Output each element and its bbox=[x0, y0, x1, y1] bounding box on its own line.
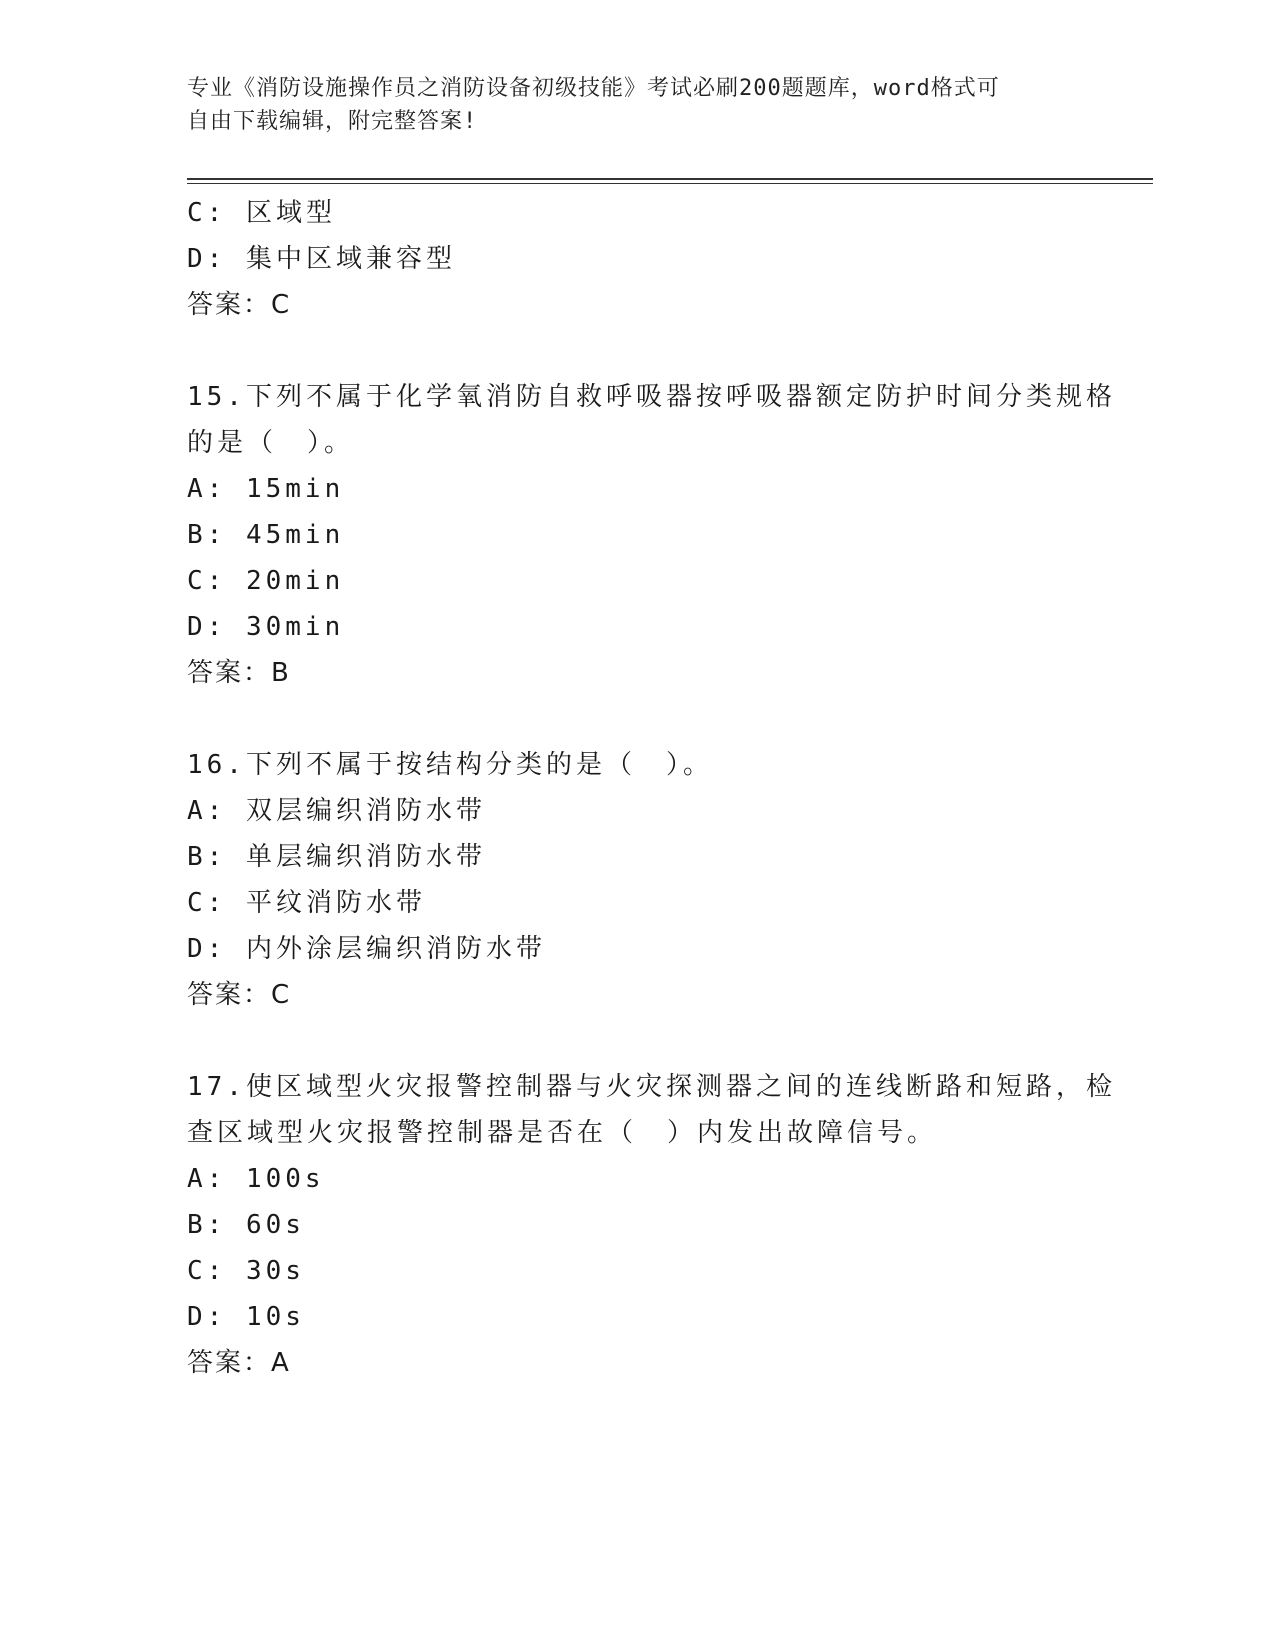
option-c: C: 30s bbox=[187, 1256, 305, 1286]
question-content bbox=[187, 190, 1116, 1386]
option-d: D: 集中区域兼容型 bbox=[187, 244, 456, 274]
option-a: A: 100s bbox=[187, 1164, 325, 1194]
option-c: C: 20min bbox=[187, 566, 345, 596]
option-d: D: 30min bbox=[187, 612, 345, 642]
option-d: D: 内外涂层编织消防水带 bbox=[187, 934, 546, 964]
question-17 bbox=[187, 1064, 1116, 1386]
spacer bbox=[187, 1018, 1087, 1064]
answer-line: 答案：A bbox=[187, 1348, 291, 1378]
option-d: D: 10s bbox=[187, 1302, 305, 1332]
option-b: B: 60s bbox=[187, 1210, 305, 1240]
answer-line: 答案：B bbox=[187, 658, 291, 688]
option-c: C: 区域型 bbox=[187, 198, 336, 228]
question-16 bbox=[187, 742, 1087, 1018]
answer-line: 答案：C bbox=[187, 290, 292, 320]
option-a: A: 双层编织消防水带 bbox=[187, 796, 486, 826]
header-divider-thick bbox=[187, 178, 1153, 180]
header-divider-thin bbox=[187, 183, 1153, 184]
question-14-tail bbox=[187, 190, 1087, 328]
header-line-2: 自由下载编辑，附完整答案! bbox=[187, 109, 478, 134]
question-text: 16.下列不属于按结构分类的是（ ）。 bbox=[187, 750, 713, 780]
option-a: A: 15min bbox=[187, 474, 345, 504]
option-b: B: 45min bbox=[187, 520, 345, 550]
question-text: 17.使区域型火灾报警控制器与火灾探测器之间的连线断路和短路，检 bbox=[187, 1072, 1116, 1102]
spacer bbox=[187, 328, 1087, 374]
question-text-cont: 的是（ ）。 bbox=[187, 428, 355, 458]
option-c: C: 平纹消防水带 bbox=[187, 888, 426, 918]
header-line-1: 专业《消防设施操作员之消防设备初级技能》考试必刷200题题库，word格式可 bbox=[187, 76, 1000, 101]
option-b: B: 单层编织消防水带 bbox=[187, 842, 486, 872]
answer-line: 答案：C bbox=[187, 980, 292, 1010]
question-text-cont: 查区域型火灾报警控制器是否在（ ）内发出故障信号。 bbox=[187, 1118, 938, 1148]
question-15 bbox=[187, 374, 1116, 696]
document-header bbox=[187, 72, 1087, 138]
spacer bbox=[187, 696, 1087, 742]
question-text: 15.下列不属于化学氧消防自救呼吸器按呼吸器额定防护时间分类规格 bbox=[187, 382, 1116, 412]
